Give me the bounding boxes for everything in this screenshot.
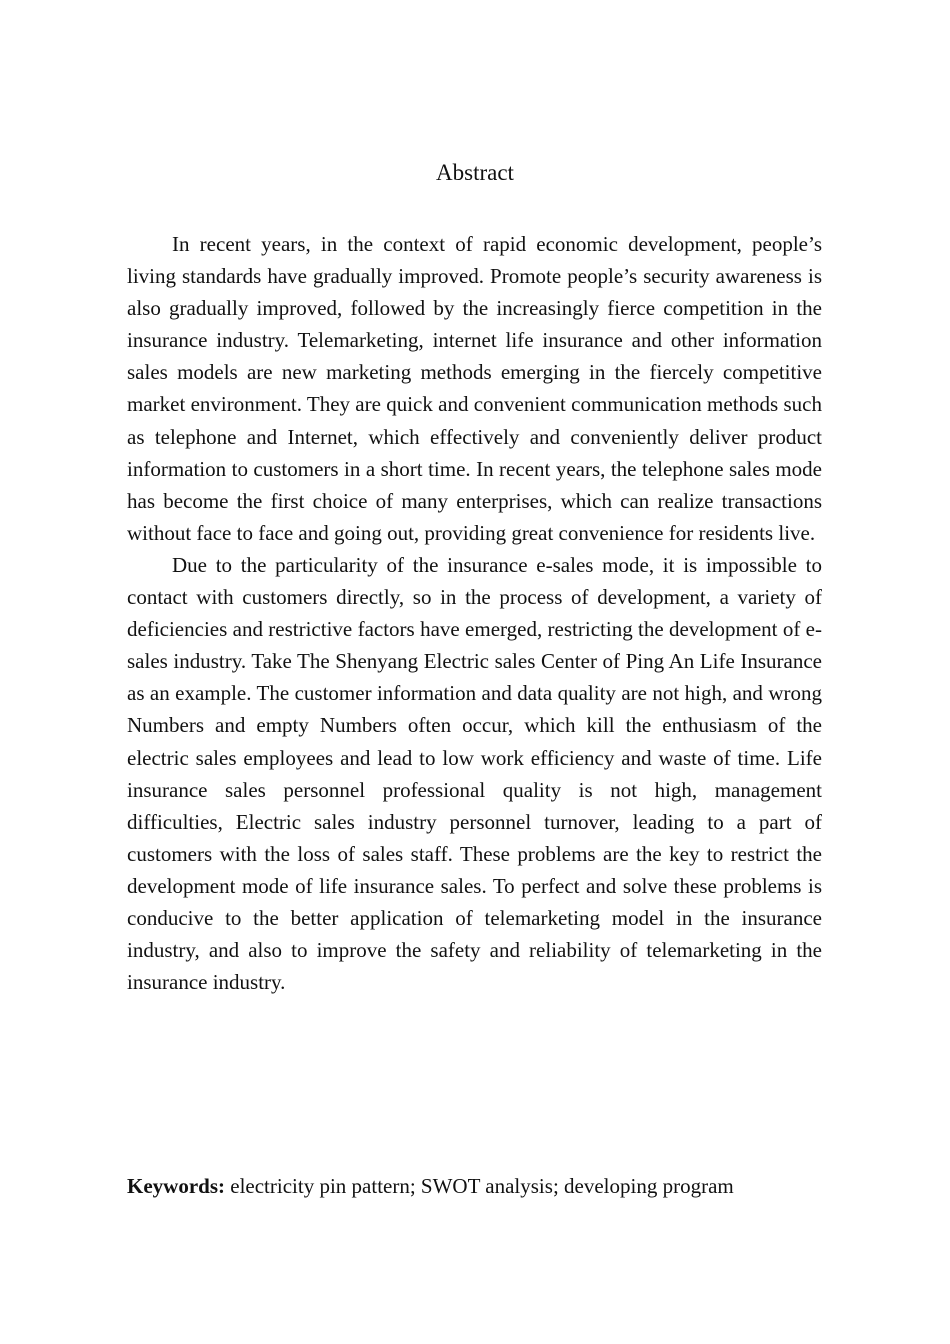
keywords-text: electricity pin pattern; SWOT analysis; developing program — [225, 1174, 734, 1198]
abstract-paragraph-2: Due to the particularity of the insurance e-sales mode, it is impossible to contact with customers directly, so in the process of development, a variety of deficiencies and restrictive factors have emerged, restricting the development of e-sales industry. Take The Shenyang Electric sales Center of Ping An Life Insurance as an example. The customer information and data quality are not high, and wrong Numbers and empty Numbers often occur, which kill the enthusiasm of the electric sales employees and lead to low work efficiency and waste of time. Life insurance sales personnel professional quality is not high, management difficulties, Electric sales industry personnel turnover, leading to a part of customers with the loss of sales staff. These problems are the key to restrict the development mode of life insurance sales. To perfect and solve these problems is conducive to the better application of telemarketing model in the insurance industry, and also to improve the safety and reliability of telemarketing in the insurance industry. — [127, 552, 822, 995]
abstract-paragraph-1: In recent years, in the context of rapid economic development, people’s living standards have gradually improved. Promote people’s security awareness is also gradually improved, followed by the increasingly fierce competition in the insurance industry. Telemarketing, internet life insurance and other information sales models are new marketing methods emerging in the fiercely competitive market environment. They are quick and convenient communication methods such as telephone and Internet, which effectively and conveniently deliver product information to customers in a short time. In recent years, the telephone sales mode has become the first choice of many enterprises, which can realize transactions without face to face and going out, providing great convenience for residents live. — [127, 232, 822, 545]
keywords-label: Keywords: — [127, 1174, 225, 1198]
abstract-body — [127, 228, 822, 998]
keywords-line — [127, 1170, 877, 1202]
page-title: Abstract — [436, 160, 514, 185]
